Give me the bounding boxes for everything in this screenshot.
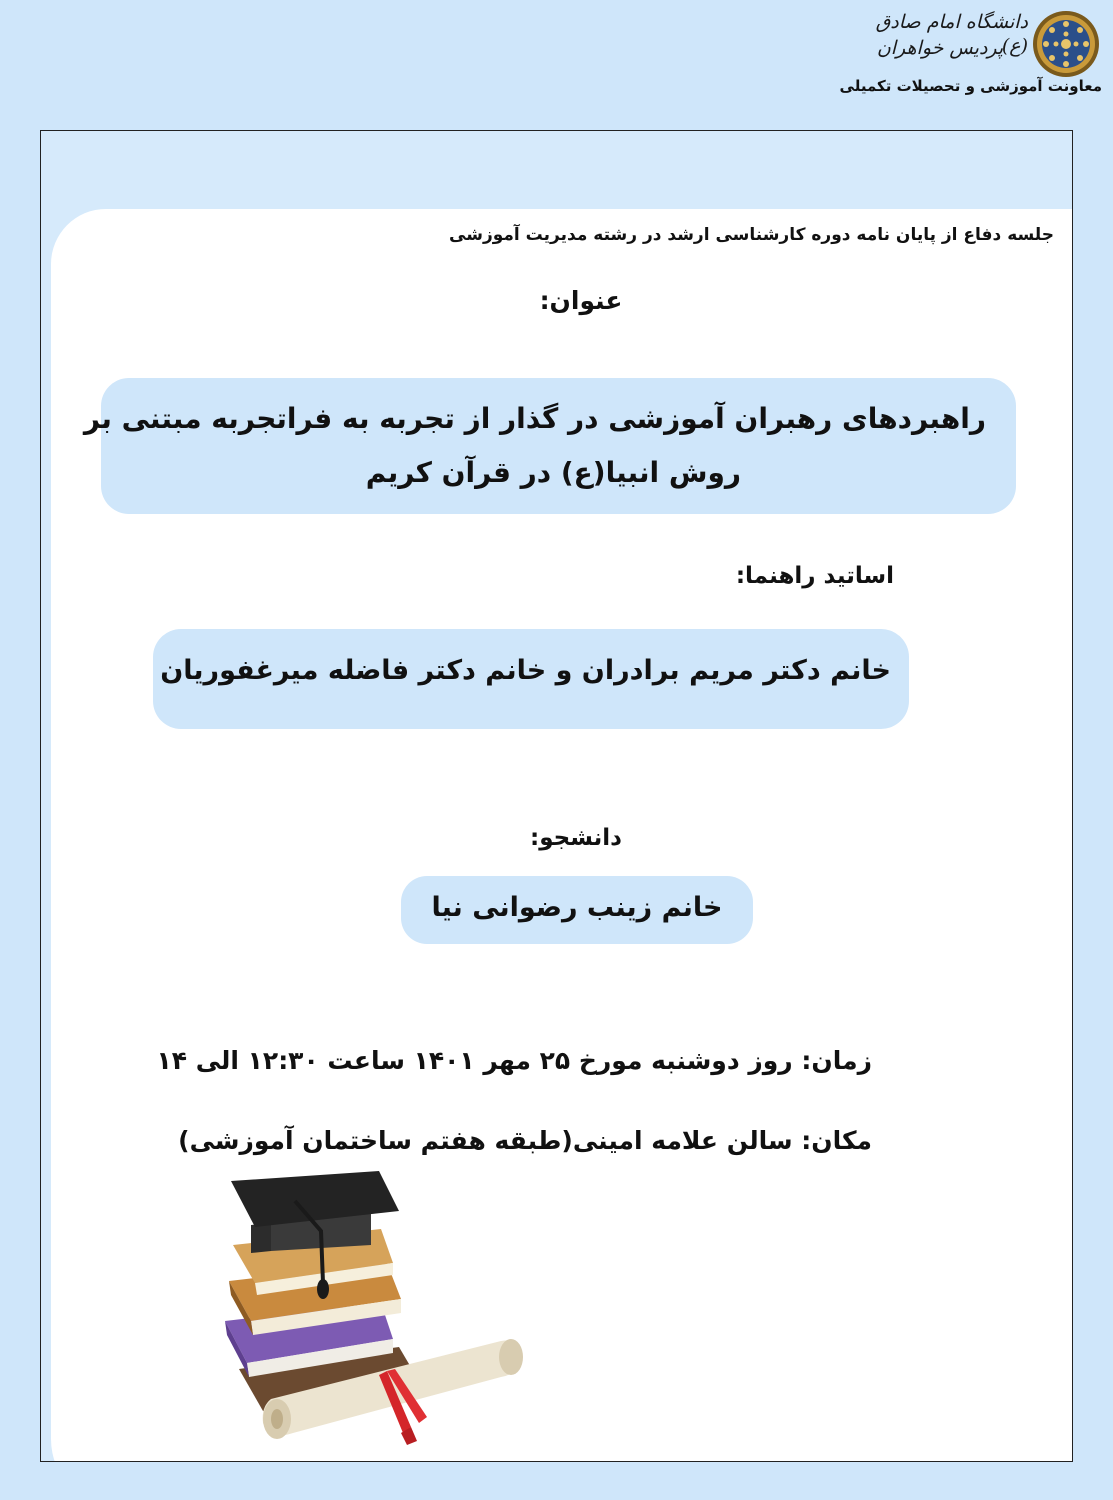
student-box xyxy=(401,876,753,944)
student-label: دانشجو: xyxy=(530,825,622,851)
graduation-books-icon xyxy=(211,1171,551,1461)
content-frame xyxy=(40,130,1073,1462)
advisors-box xyxy=(153,629,909,729)
session-time: زمان: روز دوشنبه مورخ ۲۵ مهر ۱۴۰۱ ساعت ۱۲:۳۰ الی ۱۴ xyxy=(156,1046,872,1075)
deputy-office: معاونت آموزشی و تحصیلات تکمیلی xyxy=(839,77,1102,95)
university-emblem-icon xyxy=(1032,10,1100,78)
title-label: عنوان: xyxy=(539,286,623,315)
advisors-label: اساتید راهنما: xyxy=(735,563,894,589)
advisors-names: خانم دکتر مریم برادران و خانم دکتر فاضله میرغفوریان xyxy=(160,655,891,686)
student-name: خانم زینب رضوانی نیا xyxy=(431,892,723,923)
session-place: مکان: سالن علامه امینی(طبقه هفتم ساختمان آموزشی) xyxy=(178,1126,872,1155)
intro-text: جلسه دفاع از پایان نامه دوره کارشناسی ارشد در رشته مدیریت آموزشی xyxy=(449,225,1054,245)
university-name: دانشگاه امام صادق (ع) xyxy=(875,11,1028,57)
thesis-title-line2: روش انبیا(ع) در قرآن کریم xyxy=(365,456,741,489)
campus-name: پردیس خواهران xyxy=(876,37,1004,59)
title-box xyxy=(83,378,1016,514)
thesis-title-line1: راهبردهای رهبران آموزشی در گذار از تجربه به فراتجربه مبتنی بر xyxy=(83,402,986,435)
